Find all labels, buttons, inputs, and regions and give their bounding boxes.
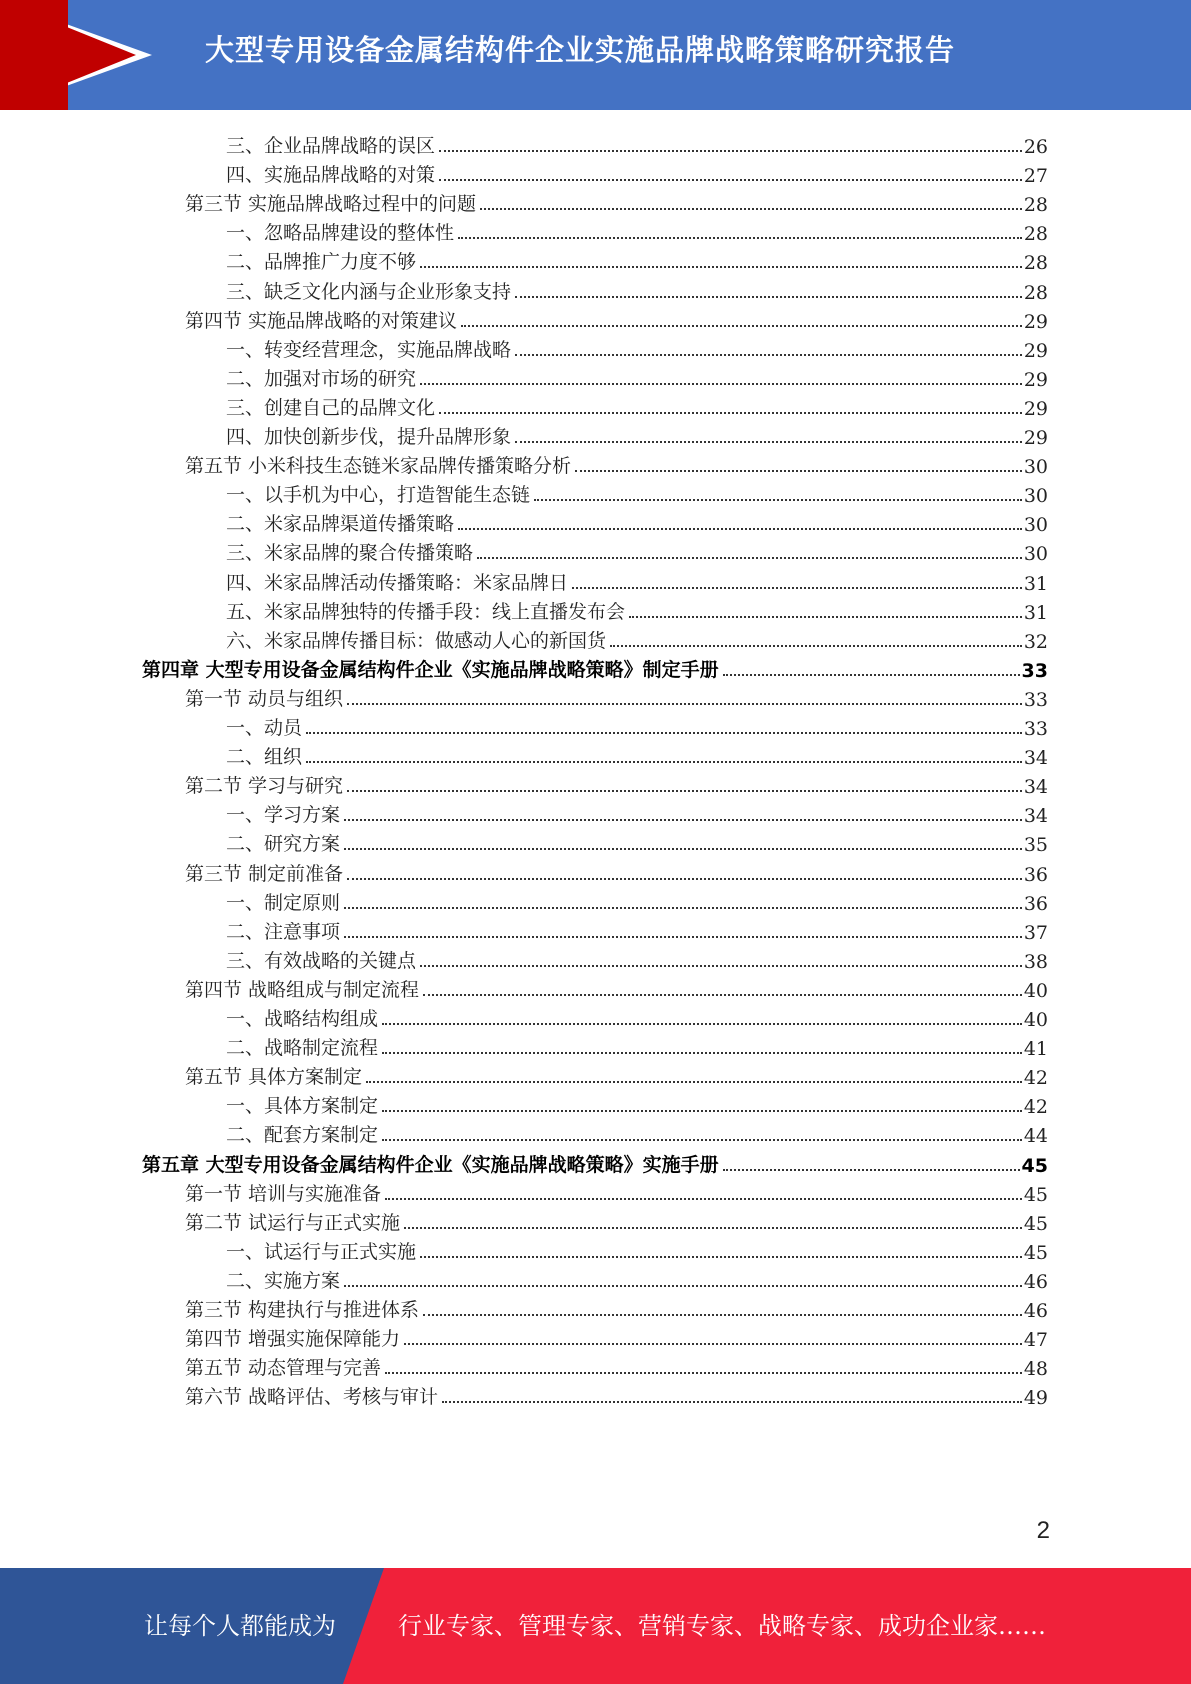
toc-entry[interactable] [226,564,1048,595]
toc-dot-leader [385,1198,1022,1200]
toc-entry-page: 42 [1023,1067,1048,1090]
toc-entry-page: 30 [1023,456,1048,479]
toc-entry-page: 42 [1023,1096,1048,1119]
toc-dot-leader [404,1343,1022,1345]
toc-entry[interactable] [185,1204,1048,1235]
toc-entry[interactable] [185,1058,1048,1089]
toc-dot-leader [442,1401,1022,1403]
toc-dot-leader [306,732,1022,734]
toc-entry-page: 34 [1023,776,1048,799]
toc-entry-label: 第三节 构建执行与推进体系 [185,1299,420,1321]
toc-entry[interactable] [185,767,1048,798]
toc-entry-page: 29 [1023,368,1048,391]
footer-slogan-lead: 让每个人都能成为 [144,1612,336,1640]
toc-entry-label: 四、米家品牌活动传播策略：米家品牌日 [226,571,569,594]
toc-entry-label: 一、具体方案制定 [226,1095,379,1118]
toc-entry-page: 28 [1023,194,1048,217]
toc-entry[interactable] [185,1349,1048,1380]
toc-entry-label: 一、转变经营理念，实施品牌战略 [226,338,512,361]
toc-entry[interactable] [226,1000,1048,1031]
toc-entry-label: 第四节 增强实施保障能力 [185,1328,401,1351]
toc-entry[interactable] [185,302,1048,333]
toc-entry-page: 34 [1023,805,1048,828]
toc-entry-page: 30 [1023,514,1048,537]
toc-entry-page: 37 [1023,921,1048,944]
toc-entry[interactable] [226,505,1048,536]
toc-entry[interactable] [185,971,1048,1002]
toc-entry-label: 一、制定原则 [226,891,341,914]
toc-entry-label: 四、加快创新步伐，提升品牌形象 [226,426,512,448]
toc-entry[interactable] [185,1291,1048,1322]
toc-entry[interactable] [226,1262,1048,1293]
toc-entry[interactable] [226,825,1048,856]
toc-entry-page: 41 [1023,1038,1048,1061]
toc-entry-page: 30 [1023,543,1048,566]
toc-entry[interactable] [226,360,1048,391]
toc-entry[interactable] [226,622,1048,653]
toc-entry[interactable] [226,1116,1048,1147]
toc-entry-page: 49 [1023,1387,1048,1410]
toc-entry-page: 28 [1023,252,1048,275]
toc-entry-label: 一、试运行与正式实施 [226,1240,417,1263]
page-number: 2 [1036,1517,1050,1544]
toc-dot-leader [723,1169,1020,1171]
toc-entry-page: 30 [1023,485,1048,508]
toc-dot-leader [344,819,1022,821]
toc-entry-label: 三、米家品牌的聚合传播策略 [226,542,474,565]
toc-dot-leader [458,237,1022,239]
toc-entry-label: 一、动员 [226,717,303,739]
toc-entry[interactable] [185,1175,1048,1206]
toc-entry-page: 31 [1023,601,1048,624]
toc-entry[interactable] [226,389,1048,420]
toc-entry[interactable] [185,185,1048,216]
toc-dot-leader [347,703,1022,705]
toc-entry[interactable] [226,709,1048,740]
toc-entry[interactable] [226,738,1048,769]
toc-entry-page: 29 [1023,339,1048,362]
toc-dot-leader [461,325,1022,327]
toc-entry-page: 44 [1023,1125,1048,1148]
toc-entry-label: 二、品牌推广力度不够 [226,251,417,274]
toc-dot-leader [382,1139,1022,1141]
toc-entry[interactable] [185,447,1048,478]
toc-dot-leader [420,1256,1022,1258]
toc-entry-label: 三、缺乏文化内涵与企业形象支持 [226,280,512,303]
toc-entry-page: 29 [1023,427,1048,449]
toc-entry-page: 36 [1023,892,1048,915]
toc-entry-label: 第三节 实施品牌战略过程中的问题 [185,193,477,216]
toc-dot-leader [439,179,1022,181]
toc-entry-page: 33 [1023,688,1048,711]
toc-dot-leader [515,441,1022,443]
toc-dot-leader [515,296,1022,298]
toc-dot-leader [344,907,1022,909]
toc-entry[interactable] [142,651,1048,682]
toc-dot-leader [344,1285,1022,1287]
toc-dot-leader [575,470,1022,472]
toc-dot-leader [347,790,1022,792]
toc-entry-label: 六、米家品牌传播目标：做感动人心的新国货 [226,629,607,652]
toc-entry-label: 四、实施品牌战略的对策 [226,164,436,187]
toc-dot-leader [344,936,1022,938]
toc-entry-page: 40 [1023,1009,1048,1031]
toc-dot-leader [723,674,1020,676]
toc-entry[interactable] [185,1378,1048,1409]
toc-dot-leader [515,354,1022,356]
toc-entry-label: 一、学习方案 [226,804,341,827]
toc-entry-page: 29 [1023,397,1048,420]
toc-entry-page: 36 [1023,863,1048,886]
toc-dot-leader [439,412,1022,414]
toc-entry-page: 40 [1023,979,1048,1002]
toc-dot-leader [629,616,1022,618]
toc-dot-leader [480,208,1022,210]
header-red-arrow [0,0,136,110]
toc-entry-label: 二、实施方案 [226,1269,341,1292]
toc-dot-leader [423,1314,1022,1316]
toc-entry-label: 第五节 动态管理与完善 [185,1357,382,1380]
toc-entry-label: 第六节 战略评估、考核与审计 [185,1386,439,1409]
toc-entry[interactable] [226,1087,1048,1118]
toc-entry[interactable] [226,1233,1048,1264]
toc-entry-label: 第一节 培训与实施准备 [185,1182,382,1205]
toc-entry-label: 第五节 具体方案制定 [185,1066,363,1089]
toc-entry-label: 三、创建自己的品牌文化 [226,396,436,419]
toc-entry[interactable] [226,1029,1048,1060]
toc-entry-label: 二、战略制定流程 [226,1037,379,1060]
toc-entry-page: 29 [1023,310,1048,333]
toc-entry[interactable] [226,913,1048,944]
toc-entry-page: 35 [1023,834,1048,857]
toc-dot-leader [572,587,1022,589]
toc-dot-leader [385,1372,1022,1374]
toc-entry-label: 一、忽略品牌建设的整体性 [226,222,455,245]
report-title: 大型专用设备金属结构件企业实施品牌战略策略研究报告 [205,33,956,67]
toc-entry[interactable] [226,593,1048,624]
footer-blue-slant [343,1568,384,1684]
toc-entry-label: 第一节 动员与组织 [185,687,344,710]
toc-entry-label: 二、组织 [226,746,303,769]
page-footer [0,1568,1191,1684]
toc-entry-label: 第四章 大型专用设备金属结构件企业《实施品牌战略策略》制定手册 [142,658,719,681]
toc-entry-label: 第四节 实施品牌战略的对策建议 [185,309,458,332]
toc-entry-label: 二、配套方案制定 [226,1124,379,1147]
toc-entry-label: 一、以手机为中心，打造智能生态链 [226,484,531,507]
toc-entry-page: 45 [1023,1212,1048,1235]
toc-entry-page: 45 [1021,1154,1048,1177]
toc-entry-label: 第五节 小米科技生态链米家品牌传播策略分析 [185,455,572,478]
toc-dot-leader [366,1081,1022,1083]
toc-entry[interactable] [142,1146,1048,1177]
toc-dot-leader [420,383,1022,385]
toc-entry-page: 33 [1023,718,1048,740]
toc-entry-page: 38 [1023,950,1048,973]
footer-slogan-roles: 行业专家、管理专家、营销专家、战略专家、成功企业家…… [398,1612,1046,1640]
page-header [0,0,1191,110]
toc-entry[interactable] [226,534,1048,565]
toc-entry-label: 二、研究方案 [226,833,341,856]
toc-dot-leader [420,266,1022,268]
toc-entry[interactable] [185,855,1048,886]
toc-entry-label: 第二节 学习与研究 [185,775,344,798]
toc-entry-label: 二、注意事项 [226,920,341,943]
toc-entry-page: 31 [1023,572,1048,595]
toc-entry[interactable] [226,127,1048,158]
toc-dot-leader [382,1023,1022,1025]
toc-entry-page: 32 [1023,630,1048,653]
toc-entry-page: 28 [1023,223,1048,246]
toc-dot-leader [423,994,1022,996]
toc-entry-label: 第三节 制定前准备 [185,862,344,885]
toc-entry-label: 五、米家品牌独特的传播手段：线上直播发布会 [226,600,626,623]
toc-dot-leader [477,557,1022,559]
toc-entry-label: 二、米家品牌渠道传播策略 [226,513,455,536]
toc-dot-leader [344,848,1022,850]
toc-entry[interactable] [226,796,1048,827]
toc-entry-page: 27 [1023,165,1048,188]
toc-entry-page: 45 [1023,1183,1048,1206]
toc-entry-label: 三、有效战略的关键点 [226,949,417,972]
toc-entry[interactable] [185,1320,1048,1351]
toc-dot-leader [382,1110,1022,1112]
toc-dot-leader [439,150,1022,152]
toc-entry[interactable] [226,884,1048,915]
toc-entry-label: 二、加强对市场的研究 [226,367,417,390]
toc-dot-leader [382,1052,1022,1054]
toc-entry-label: 第四节 战略组成与制定流程 [185,978,420,1001]
toc-entry-page: 28 [1023,281,1048,304]
toc-entry-label: 第五章 大型专用设备金属结构件企业《实施品牌战略策略》实施手册 [142,1153,719,1176]
toc-entry-label: 三、企业品牌战略的误区 [226,135,436,157]
toc-dot-leader [347,878,1022,880]
toc-entry[interactable] [226,243,1048,274]
toc-dot-leader [306,761,1022,763]
toc-entry[interactable] [226,331,1048,362]
toc-entry[interactable] [226,942,1048,973]
toc-entry-page: 48 [1023,1358,1048,1381]
toc-entry-page: 26 [1023,136,1048,158]
toc-entry-page: 46 [1023,1270,1048,1293]
toc-entry-page: 33 [1021,659,1048,682]
toc-entry-label: 一、战略结构组成 [226,1008,379,1030]
toc-entry-label: 第二节 试运行与正式实施 [185,1211,401,1234]
toc-entry[interactable] [226,156,1048,187]
toc-entry[interactable] [226,476,1048,507]
toc-dot-leader [420,965,1022,967]
toc-entry[interactable] [226,214,1048,245]
toc-entry[interactable] [226,418,1048,449]
toc-entry[interactable] [226,273,1048,304]
toc-entry[interactable] [185,680,1048,711]
toc-entry-page: 45 [1023,1241,1048,1264]
toc-dot-leader [458,528,1022,530]
toc-entry-page: 46 [1023,1300,1048,1322]
toc-dot-leader [534,499,1022,501]
toc-entry-page: 34 [1023,747,1048,770]
toc-dot-leader [610,645,1022,647]
toc-dot-leader [404,1227,1022,1229]
toc-entry-page: 47 [1023,1329,1048,1352]
